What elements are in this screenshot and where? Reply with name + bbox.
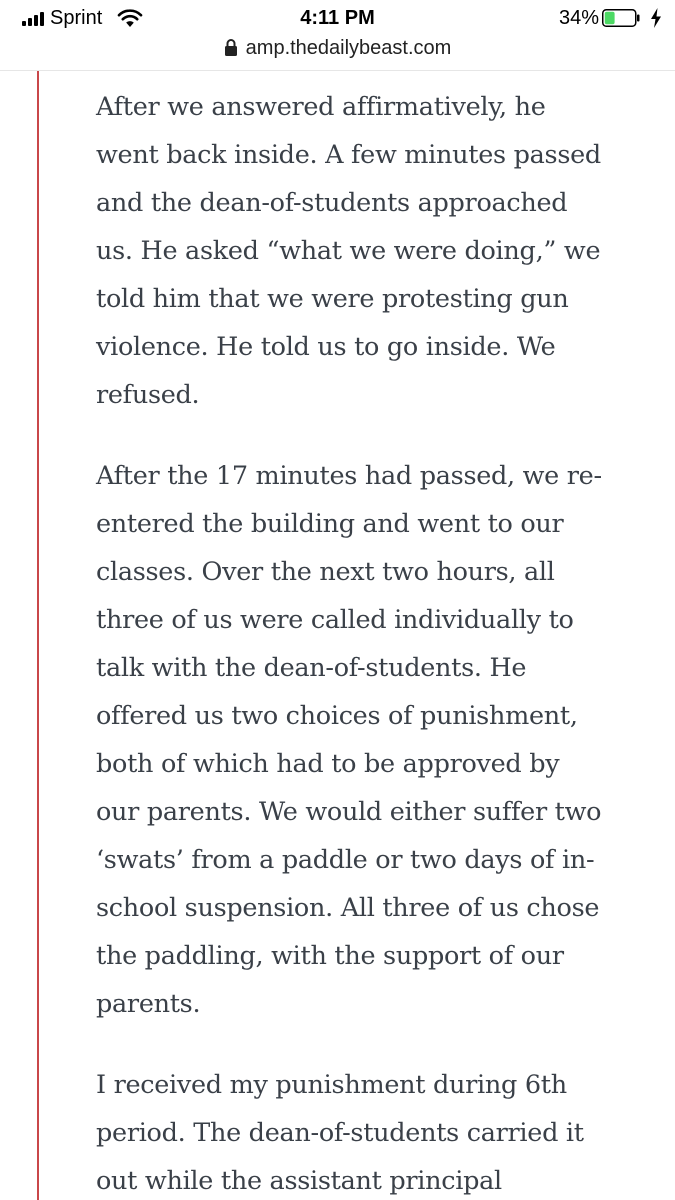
paragraph-line: After the 17 minutes had passed, we re- — [96, 461, 602, 491]
article-text — [96, 83, 656, 1200]
paragraph-line: school suspension. All three of us chose — [96, 893, 600, 923]
paragraph-line: After we answered affirmatively, he — [96, 92, 546, 122]
paragraph-line: talk with the dean-of-students. He — [96, 653, 527, 683]
paragraph-line: out while the assistant principal — [96, 1166, 502, 1196]
paragraph-line: told him that we were protesting gun — [96, 284, 569, 314]
paragraph-line: us. He asked “what we were doing,” we — [96, 236, 601, 266]
battery-icon — [602, 9, 640, 27]
paragraph-line: refused. — [96, 380, 200, 410]
paragraph-line: and the dean-of-students approached — [96, 188, 568, 218]
article-paragraph — [96, 452, 656, 1028]
paragraph-line: classes. Over the next two hours, all — [96, 557, 555, 587]
paragraph-line: violence. He told us to go inside. We — [96, 332, 556, 362]
charging-bolt-icon — [650, 8, 662, 28]
paragraph-line: offered us two choices of punishment, — [96, 701, 578, 731]
paragraph-line: period. The dean-of-students carried it — [96, 1118, 584, 1148]
paragraph-line: entered the building and went to our — [96, 509, 564, 539]
paragraph-line: parents. — [96, 989, 201, 1019]
paragraph-line: went back inside. A few minutes passed — [96, 140, 601, 170]
paragraph-line: the paddling, with the support of our — [96, 941, 564, 971]
browser-address-bar[interactable] — [0, 36, 675, 70]
blockquote-rule — [37, 71, 39, 1200]
paragraph-line: three of us were called individually to — [96, 605, 574, 635]
article-paragraph — [96, 1061, 656, 1200]
article-body — [0, 70, 675, 1200]
carrier-name: Sprint — [50, 7, 103, 29]
status-bar — [0, 0, 675, 36]
article-paragraph — [96, 83, 656, 419]
url-text[interactable]: amp.thedailybeast.com — [245, 37, 452, 59]
paragraph-line: I received my punishment during 6th — [96, 1070, 567, 1100]
battery-percentage: 34% — [558, 7, 599, 29]
clock-time: 4:11 PM — [300, 7, 375, 29]
paragraph-line: our parents. We would either suffer two — [96, 797, 602, 827]
lock-icon — [224, 38, 238, 56]
paragraph-line: ‘swats’ from a paddle or two days of in- — [96, 845, 595, 875]
paragraph-line: both of which had to be approved by — [96, 749, 560, 779]
